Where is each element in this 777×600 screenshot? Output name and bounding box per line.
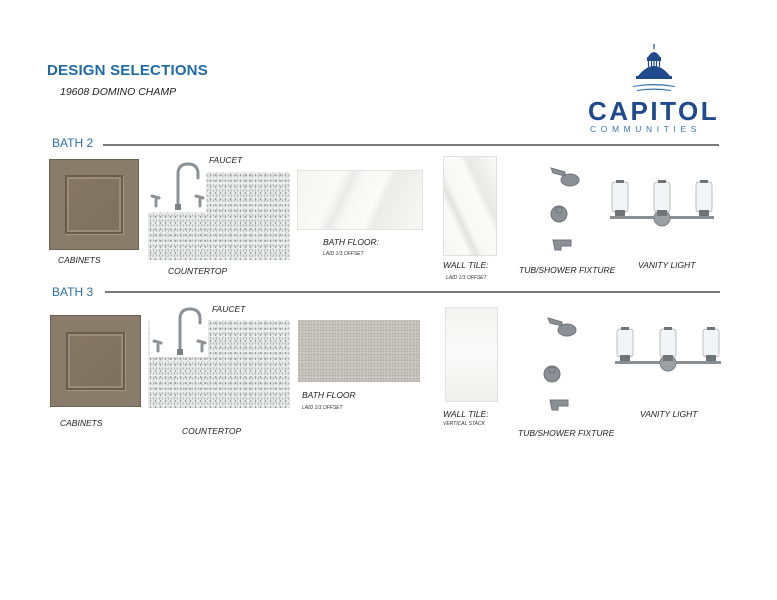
tub-shower-label: TUB/SHOWER FIXTURE (519, 265, 616, 275)
bath-floor-note: LAID 1/3 OFFSET (302, 405, 343, 411)
faucet-image (148, 160, 206, 212)
logo-tagline: COMMUNITIES (590, 124, 702, 134)
vanity-light-label: VANITY LIGHT (640, 409, 698, 419)
tub-shower-fixture-image (540, 312, 582, 412)
section-title-bath-3: BATH 3 (52, 285, 94, 299)
capitol-dome-icon (628, 42, 680, 94)
page-title: DESIGN SELECTIONS (47, 62, 208, 79)
bath-floor-swatch (298, 320, 420, 382)
countertop-label: COUNTERTOP (182, 426, 242, 436)
cabinets-label: CABINETS (60, 418, 103, 428)
wall-tile-label: WALL TILE: (443, 260, 489, 270)
bath-floor-label: BATH FLOOR: (323, 237, 380, 247)
tub-shower-fixture-image (543, 162, 585, 256)
vanity-light-image (607, 323, 729, 385)
wall-tile-note: LAID 1/3 OFFSET (446, 275, 487, 281)
vanity-light-label: VANITY LIGHT (638, 260, 696, 270)
bath-floor-note: LAID 1/3 OFFSET (323, 251, 364, 257)
faucet-label: FAUCET (212, 304, 246, 314)
tub-shower-label: TUB/SHOWER FIXTURE (518, 428, 615, 438)
wall-tile-swatch (443, 156, 497, 256)
logo-name: CAPITOL (588, 96, 720, 126)
faucet-label: FAUCET (209, 155, 243, 165)
cabinet-swatch (50, 315, 141, 407)
cabinet-swatch (49, 159, 139, 250)
bath-floor-label: BATH FLOOR (302, 390, 356, 400)
countertop-label: COUNTERTOP (168, 266, 228, 276)
bath-floor-swatch (297, 170, 423, 230)
address-subtitle: 19608 DOMINO CHAMP (60, 86, 177, 98)
section-title-bath-2: BATH 2 (52, 136, 94, 150)
vanity-light-image (606, 176, 718, 238)
wall-tile-swatch (445, 307, 498, 402)
wall-tile-label: WALL TILE: (443, 409, 489, 419)
wall-tile-note: VERTICAL STACK (443, 421, 485, 427)
faucet-image (150, 305, 208, 357)
section-divider (103, 144, 719, 146)
cabinets-label: CABINETS (58, 255, 101, 265)
section-divider (105, 291, 720, 293)
